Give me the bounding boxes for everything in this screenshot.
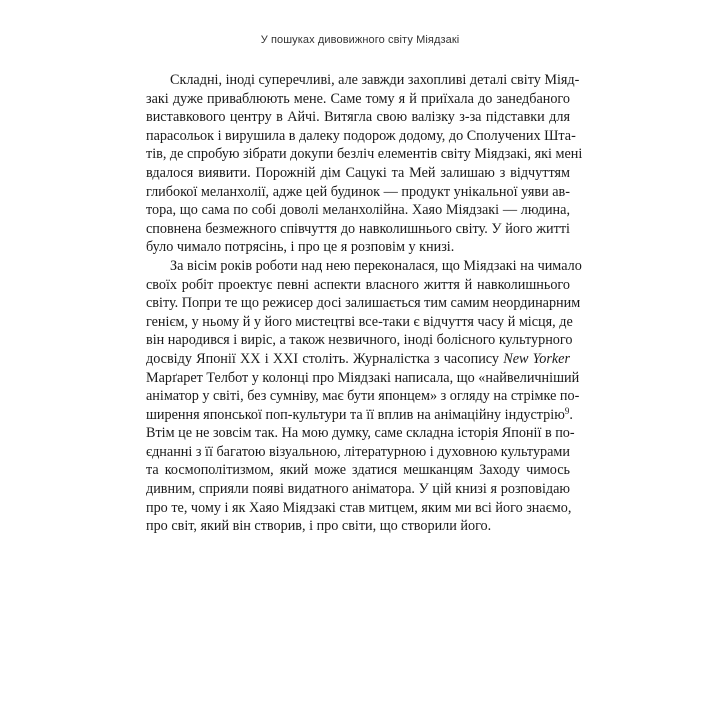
text-line: було чимало потрясінь, і про це я розповім у книзі.: [146, 239, 455, 256]
text-line-with-italic: [146, 350, 570, 369]
text-run: досвіду Японії XX і XXI століть. Журналістка з часопису: [146, 350, 499, 367]
text-line: генієм, у ньому й у його мистецтві все-таки є відчуття часу й місця, де: [146, 313, 573, 330]
text-line: глибокої меланхолії, адже цей будинок — продукт унікальної уяви ав-: [146, 183, 570, 200]
body-text: [146, 71, 583, 536]
text-line: сповнена безмежного співчуття до навколишнього світу. У його житті: [146, 220, 570, 237]
text-line: світу. Попри те що режисер досі залишається тим самим неординарним: [146, 295, 581, 312]
footnote-marker[interactable]: 9: [564, 405, 570, 416]
text-line: Складні, іноді суперечливі, але завжди захопливі деталі світу Міяд-: [170, 72, 580, 88]
magazine-name: New Yorker: [503, 350, 571, 367]
text-line: та космополітизмом, який може здатися мешканцям Заходу чимось: [146, 462, 570, 479]
text-line: закі дуже приваблюють мене. Саме тому я й приїхала до занедбаного: [146, 90, 570, 107]
text-line: своїх робіт проектує певні аспекти власного життя й навколишнього: [146, 276, 570, 293]
text-line: парасольок і вирушила в далеку подорож додому, до Сполучених Шта-: [146, 127, 576, 144]
text-run: ширення японської поп-культури та її вплив на анімаційну індустрію: [146, 406, 565, 423]
text-line: Марґарет Телбот у колонці про Міядзакі написала, що «найвеличніший: [146, 369, 580, 386]
text-line: про світ, який він створив, і про світи, що створили його.: [146, 518, 492, 535]
text-line: Втім це не зовсім так. На мою думку, саме складна історія Японії в по-: [146, 425, 575, 442]
text-line-with-footnote: [146, 405, 573, 425]
text-line: виставкового центру в Айчі. Витягла свою валізку з-за підставки для: [146, 109, 570, 126]
text-line: дивним, сприяли появі видатного аніматора. У цій книзі я розповідаю: [146, 481, 570, 498]
text-line: він народився і виріс, а також незвичного, іноді болісного культурного: [146, 332, 573, 349]
text-line: тора, що сама по собі доволі меланхолійна. Хаяо Міядзакі — людина,: [146, 202, 570, 219]
text-run: .: [569, 406, 573, 423]
running-header: У пошуках дивовижного світу Міядзакі: [260, 34, 460, 46]
text-line: За вісім років роботи над нею переконалася, що Міядзакі на чимало: [170, 257, 582, 274]
text-line: аніматор у світі, без сумніву, має бути японцем» з огляду на стрімке по-: [146, 388, 580, 405]
text-line: вдалося виявити. Порожній дім Сацукі та Мей залишаю з відчуттям: [146, 164, 570, 181]
paragraph-1: [146, 71, 583, 257]
paragraph-2: [146, 257, 582, 536]
text-line: єднанні з її багатою візуальною, літературною і духовною культурами: [146, 443, 570, 460]
text-line: про те, чому і як Хаяо Міядзакі став митцем, яким ми всі його знаємо,: [146, 499, 572, 516]
text-line: тів, де спробую зібрати докупи безліч елементів світу Міядзакі, які мені: [146, 146, 583, 163]
